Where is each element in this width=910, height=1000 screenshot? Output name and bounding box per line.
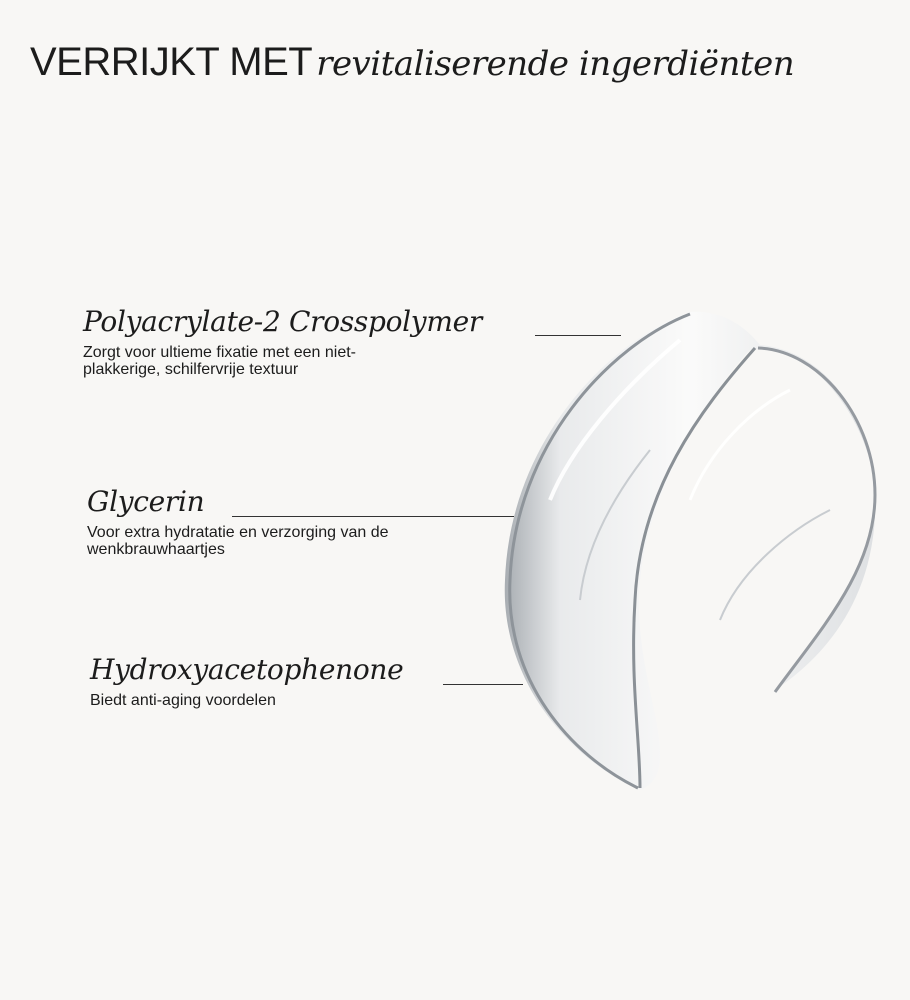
ingredient-glycerin [87, 485, 407, 558]
pointer-line [232, 516, 514, 517]
ingredient-description: Zorgt voor ultieme fixatie met een niet-plakkerige, schilfervrije textuur [83, 344, 357, 378]
title-italic: revitaliserende ingerdiënten [316, 44, 795, 84]
page-title [30, 40, 794, 85]
ingredient-description: Biedt anti-aging voordelen [90, 692, 276, 709]
ingredient-polyacrylate [83, 305, 482, 378]
ingredient-name: Glycerin [87, 485, 205, 518]
ingredient-name: Hydroxyacetophenone [90, 653, 404, 686]
ingredient-description: Voor extra hydratatie en verzorging van de wenkbrauwhaartjes [87, 524, 389, 558]
ingredient-name: Polyacrylate-2 Crosspolymer [83, 305, 482, 338]
gel-swatch-image [490, 300, 890, 800]
title-caps: VERRIJKT MET [30, 40, 313, 84]
ingredient-hydroxyacetophenone [90, 653, 450, 709]
